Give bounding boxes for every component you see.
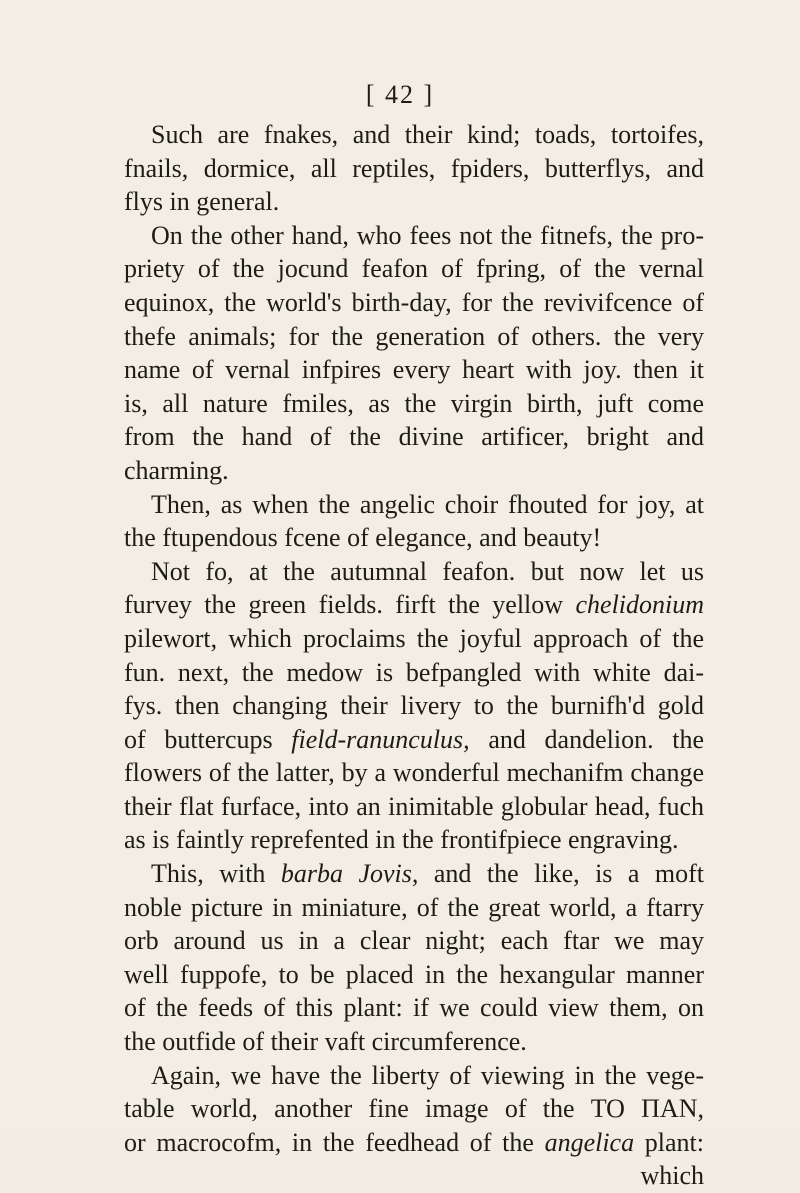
text-line-main: noble picture in miniature, of the great world, a ftarry — [124, 892, 704, 922]
text-line-main: equinox, the world's birth-day, for the revivifcence of — [124, 287, 704, 317]
text-line — [124, 1025, 704, 1059]
text-line — [124, 723, 704, 757]
text-line — [124, 588, 704, 622]
text-line — [124, 823, 704, 857]
text-line — [124, 1059, 704, 1093]
text-line — [124, 387, 704, 421]
text-line — [124, 118, 704, 152]
text-line-main: charming. — [124, 455, 229, 485]
text-line-main: Again, we have the liberty of viewing in the vege- — [151, 1060, 704, 1090]
text-line-main: fun. next, the medow is befpangled with white dai- — [124, 657, 704, 687]
text-line-main: flowers of the latter, by a wonderful mechanifm change — [124, 758, 704, 788]
text-line — [124, 1092, 704, 1126]
text-line — [124, 488, 704, 522]
page-number-header: [ 42 ] — [365, 80, 435, 109]
text-line-main: the outfide of their vaft circumference. — [124, 1027, 527, 1057]
body-text — [124, 118, 704, 1193]
text-line — [124, 1159, 704, 1193]
text-line-main: thefe animals; for the generation of others. the very — [124, 321, 704, 351]
italic-term: field-ranunculus, — [291, 724, 470, 754]
text-line — [124, 286, 704, 320]
text-line — [124, 320, 704, 354]
text-line-main: from the hand of the divine artificer, bright and — [124, 422, 704, 452]
text-line-main: Not fo, at the autumnal feafon. but now let us — [151, 556, 704, 586]
text-line-main: name of vernal infpires every heart with joy. then it — [124, 355, 704, 385]
text-line-main: the ftupendous fcene of elegance, and beauty! — [124, 523, 602, 553]
text-line — [124, 689, 704, 723]
text-line — [124, 420, 704, 454]
text-line — [124, 252, 704, 286]
text-line — [124, 756, 704, 790]
text-line-main: flys in general. — [124, 187, 280, 217]
text-line-main: On the other hand, who fees not the fitnefs, the pro- — [151, 220, 704, 250]
text-line-main: fys. then changing their livery to the burnifh'd gold — [124, 691, 704, 721]
text-line — [124, 958, 704, 992]
text-line-main: which — [640, 1161, 704, 1191]
text-line-main: or macrocofm, in the feedhead of the — [124, 1127, 534, 1157]
text-line — [124, 790, 704, 824]
text-line-main: is, all nature fmiles, as the virgin birth, juft come — [124, 388, 704, 418]
text-line — [124, 555, 704, 589]
text-line-tail: plant: — [644, 1127, 704, 1157]
text-line — [124, 185, 704, 219]
text-line-main: This, with — [151, 859, 266, 889]
text-line-main: Then, as when the angelic choir fhouted for joy, at — [151, 489, 704, 519]
text-line-main: of buttercups — [124, 724, 273, 754]
text-line — [124, 353, 704, 387]
text-line-main: furvey the green fields. firft the yellow — [124, 590, 564, 620]
text-line-tail: and the like, is a moft — [433, 859, 704, 889]
text-line — [124, 622, 704, 656]
text-line — [124, 891, 704, 925]
text-line-main: Such are fnakes, and their kind; toads, tortoifes, — [151, 120, 704, 149]
text-line-main: as is faintly reprefented in the frontifpiece engraving. — [124, 825, 679, 855]
text-line-main: of the feeds of this plant: if we could view them, on — [124, 993, 704, 1023]
text-line-main: table world, another fine image of the ΤΟ ΠΑΝ, — [124, 1094, 704, 1124]
text-line — [124, 924, 704, 958]
text-line-main: their flat furface, into an inimitable globular head, fuch — [124, 791, 704, 821]
text-line — [124, 1126, 704, 1160]
italic-term: angelica — [544, 1127, 635, 1157]
text-line-main: orb around us in a clear night; each ftar we may — [124, 926, 704, 956]
text-line-main: priety of the jocund feafon of fpring, of the vernal — [124, 254, 704, 284]
text-line — [124, 219, 704, 253]
text-line — [124, 991, 704, 1025]
text-line — [124, 656, 704, 690]
text-line — [124, 521, 704, 555]
italic-term: barba Jovis, — [280, 859, 419, 889]
text-line — [124, 454, 704, 488]
text-line-main: pilewort, which proclaims the joyful approach of the — [124, 623, 704, 653]
text-line-tail: and dandelion. the — [488, 724, 704, 754]
text-line — [124, 152, 704, 186]
text-line-main: well fuppofe, to be placed in the hexangular manner — [124, 959, 704, 989]
text-line-main: fnails, dormice, all reptiles, fpiders, butterflys, and — [124, 153, 704, 183]
text-line — [124, 857, 704, 891]
italic-term: chelidonium — [575, 590, 705, 620]
